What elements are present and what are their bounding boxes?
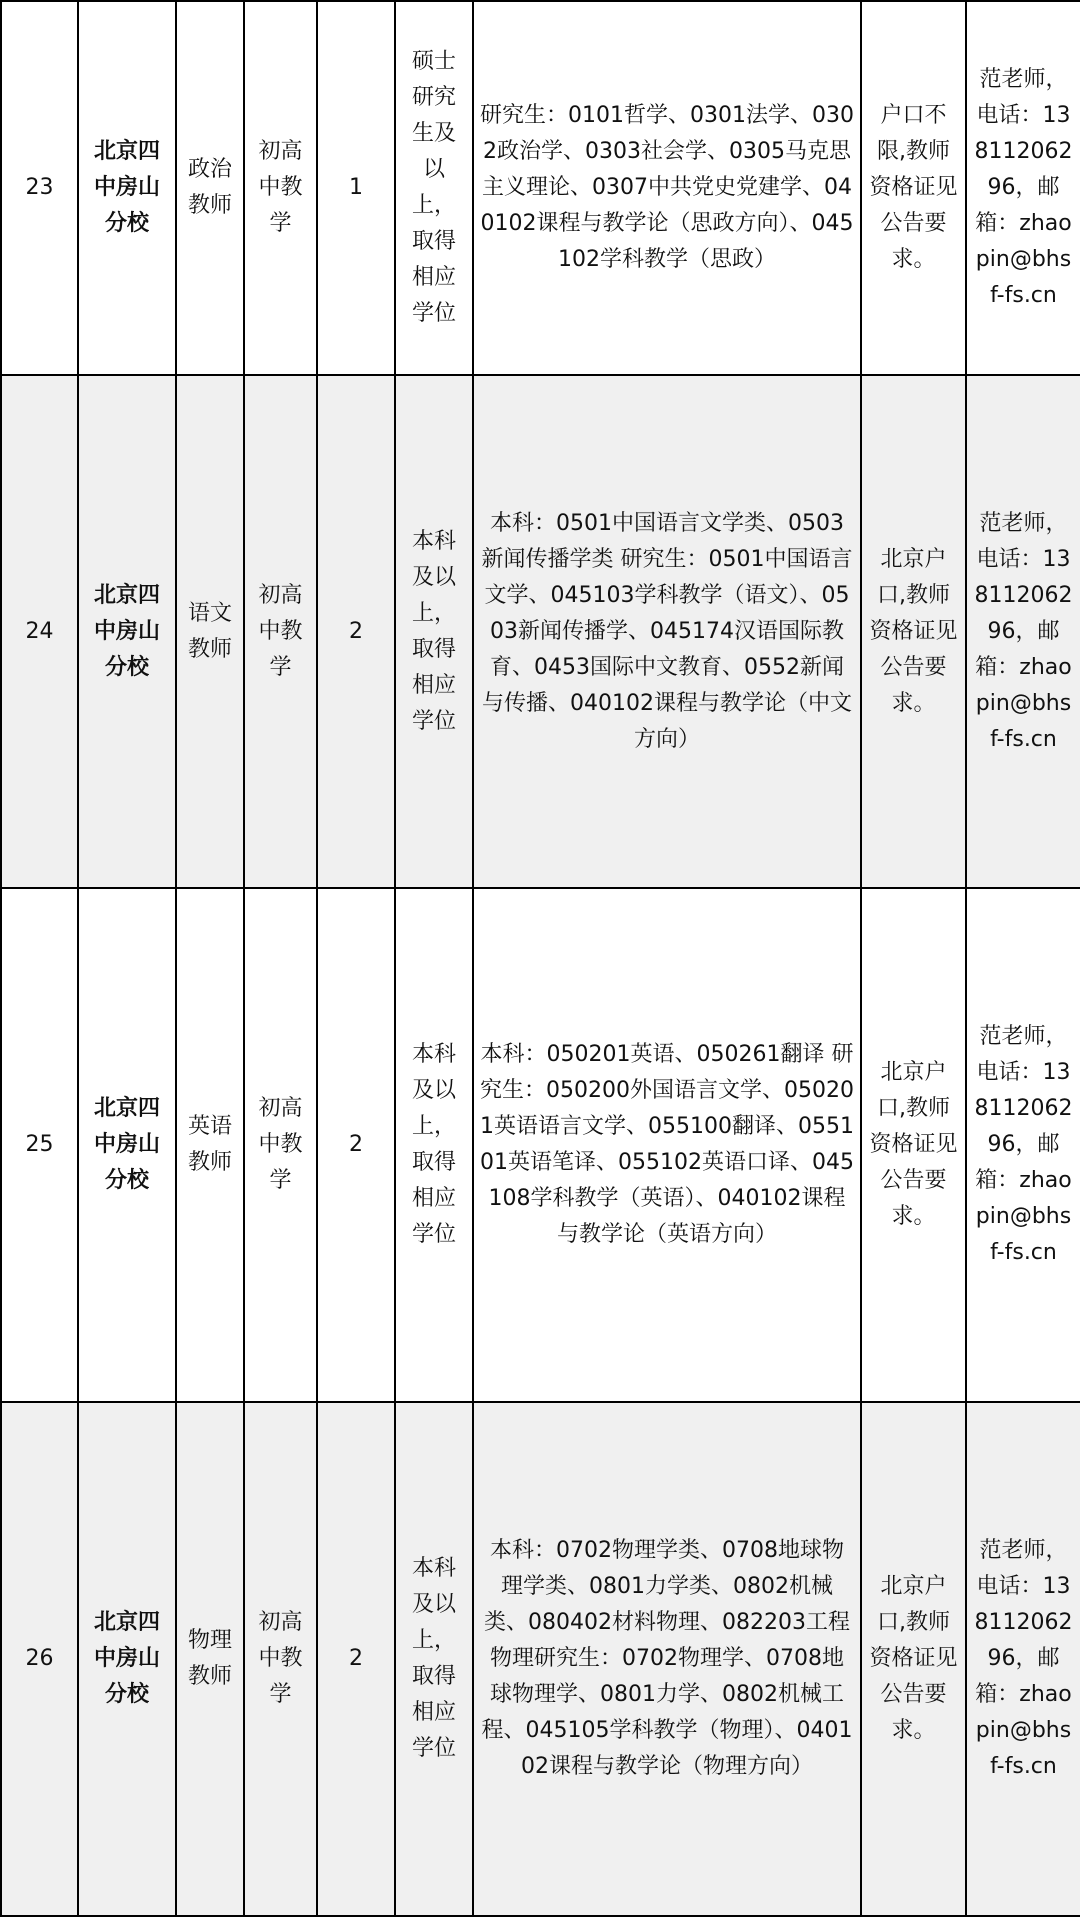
education-requirement: 本科及以上，取得相应学位 — [395, 1402, 473, 1916]
position-name: 语文教师 — [176, 375, 244, 888]
teaching-level: 初高中教学 — [244, 1, 317, 375]
school-name: 北京四中房山分校 — [78, 375, 176, 888]
table-row — [1, 1, 1080, 375]
contact-info: 范老师，电话：13811206296，邮箱：zhaopin@bhsf-fs.cn — [966, 1, 1080, 375]
contact-info: 范老师，电话：13811206296，邮箱：zhaopin@bhsf-fs.cn — [966, 375, 1080, 888]
hiring-count: 2 — [317, 888, 395, 1402]
school-name: 北京四中房山分校 — [78, 1, 176, 375]
position-name: 物理教师 — [176, 1402, 244, 1916]
table-row — [1, 375, 1080, 888]
row-number: 26 — [1, 1402, 78, 1916]
position-name: 政治教师 — [176, 1, 244, 375]
education-requirement: 本科及以上，取得相应学位 — [395, 888, 473, 1402]
table-row — [1, 888, 1080, 1402]
row-number: 25 — [1, 888, 78, 1402]
major-requirement: 本科：050201英语、050261翻译 研究生：050200外国语言文学、050201英语语言文学、055100翻译、055101英语笔译、055102英语口译、045108学科教学（英语）、040102课程与教学论（英语方向） — [473, 888, 861, 1402]
school-name: 北京四中房山分校 — [78, 888, 176, 1402]
contact-info: 范老师，电话：13811206296，邮箱：zhaopin@bhsf-fs.cn — [966, 888, 1080, 1402]
hiring-count: 2 — [317, 375, 395, 888]
teaching-level: 初高中教学 — [244, 888, 317, 1402]
other-requirement: 北京户口,教师资格证见公告要求。 — [861, 375, 966, 888]
other-requirement: 北京户口,教师资格证见公告要求。 — [861, 888, 966, 1402]
table-row — [1, 1402, 1080, 1916]
other-requirement: 北京户口,教师资格证见公告要求。 — [861, 1402, 966, 1916]
other-requirement: 户口不限,教师资格证见公告要求。 — [861, 1, 966, 375]
position-name: 英语教师 — [176, 888, 244, 1402]
row-number: 24 — [1, 375, 78, 888]
contact-info: 范老师，电话：13811206296，邮箱：zhaopin@bhsf-fs.cn — [966, 1402, 1080, 1916]
hiring-count: 2 — [317, 1402, 395, 1916]
teaching-level: 初高中教学 — [244, 1402, 317, 1916]
row-number: 23 — [1, 1, 78, 375]
hiring-count: 1 — [317, 1, 395, 375]
major-requirement: 本科：0501中国语言文学类、0503新闻传播学类 研究生：0501中国语言文学、045103学科教学（语文）、0503新闻传播学、045174汉语国际教育、0453国际中文教育、0552新闻与传播、040102课程与教学论（中文方向） — [473, 375, 861, 888]
major-requirement: 研究生：0101哲学、0301法学、0302政治学、0303社会学、0305马克思主义理论、0307中共党史党建学、040102课程与教学论（思政方向）、045102学科教学（思政） — [473, 1, 861, 375]
education-requirement: 硕士研究生及以上，取得相应学位 — [395, 1, 473, 375]
teaching-level: 初高中教学 — [244, 375, 317, 888]
major-requirement: 本科：0702物理学类、0708地球物理学类、0801力学类、0802机械类、080402材料物理、082203工程物理研究生：0702物理学、0708地球物理学、0801力学、0802机械工程、045105学科教学（物理）、040102课程与教学论（物理方向） — [473, 1402, 861, 1916]
education-requirement: 本科及以上，取得相应学位 — [395, 375, 473, 888]
school-name: 北京四中房山分校 — [78, 1402, 176, 1916]
